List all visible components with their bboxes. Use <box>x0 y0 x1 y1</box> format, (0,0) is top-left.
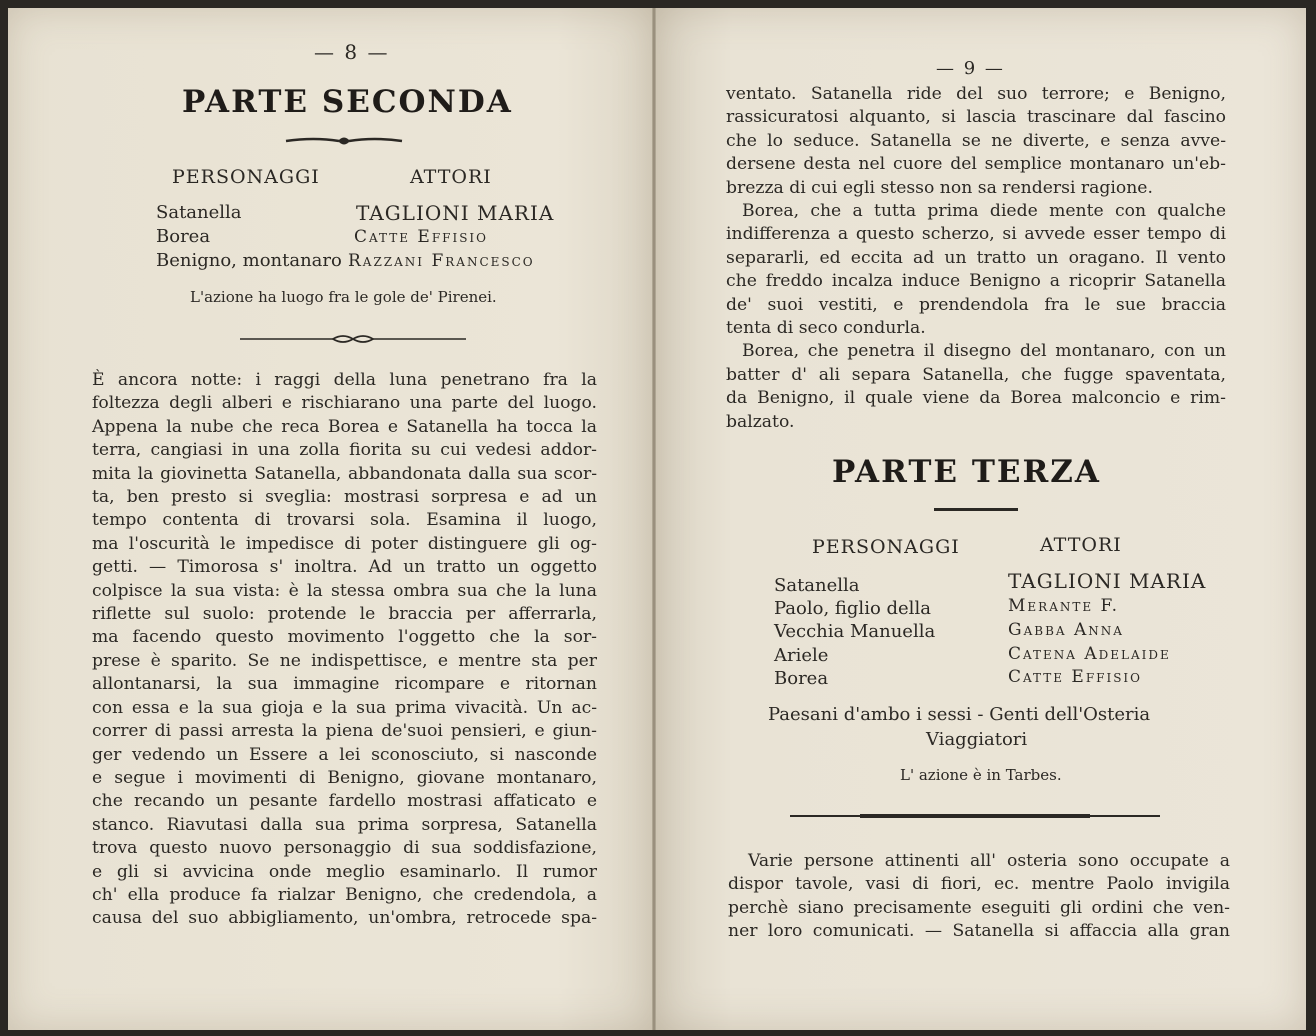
setting-note-right: L' azione è in Tarbes. <box>900 766 1062 784</box>
text-line: ger vedendo un Essere a lei sconosciuto, si nasconde <box>92 744 597 765</box>
extras-line: Viaggiatori <box>926 729 1028 750</box>
cast-actor: Catena Adelaide <box>1008 644 1171 664</box>
cast-role: Borea <box>156 226 211 247</box>
text-line: dispor tavole, vasi di fiori, ec. mentre Paolo invigila <box>728 874 1230 895</box>
cast-actor: Gabba Anna <box>1008 620 1124 640</box>
text-line: da Benigno, il quale viene da Borea malconcio e rim- <box>726 388 1226 409</box>
text-line: ch' ella produce fa rialzar Benigno, che credendola, a <box>92 884 597 905</box>
text-line: prese è sparito. Se ne indispettisce, e mentre sta per <box>92 650 597 671</box>
text-line: tenta di seco condurla. <box>726 318 926 339</box>
cast-actor: TAGLIONI MARIA <box>356 201 555 225</box>
cast-role: Ariele <box>774 645 829 666</box>
text-line: separarli, ed eccita ad un tratto un oragano. Il vento <box>726 247 1226 268</box>
cast-header-actors-left: ATTORI <box>410 166 492 188</box>
text-line: riflette sul suolo: protende le braccia per afferrarla, <box>92 604 597 625</box>
setting-note-left: L'azione ha luogo fra le gole de' Pirenei. <box>190 288 497 306</box>
divider-rule-long-center <box>860 814 1090 818</box>
text-line: e gli si avvicina onde meglio esaminarlo. Il rumor <box>92 861 597 882</box>
text-line: allontanarsi, la sua immagine ricompare e ritornan <box>92 674 597 695</box>
text-line: ta, ben presto si sveglia: mostrasi sorpresa e ad un <box>92 487 597 508</box>
cast-actor: Merante F. <box>1008 596 1120 616</box>
cast-header-actors-right: ATTORI <box>1040 534 1122 556</box>
page-number-right: — 9 — <box>936 58 1005 79</box>
cast-header-characters-right: PERSONAGGI <box>812 536 960 558</box>
cast-role: Satanella <box>156 202 242 223</box>
text-line: dersene desta nel cuore del semplice montanaro un'eb- <box>726 154 1226 175</box>
cast-role: Satanella <box>774 575 860 596</box>
page-number-left: — 8 — <box>314 40 390 64</box>
text-line: che freddo incalza induce Benigno a ricoprir Satanella <box>726 271 1226 292</box>
section-heading-parte-terza: PARTE TERZA <box>832 454 1101 490</box>
text-line: Varie persone attinenti all' osteria sono occupate a <box>748 851 1230 871</box>
text-line: balzato. <box>726 411 795 432</box>
text-line: che lo seduce. Satanella se ne diverte, e senza avve- <box>726 130 1226 151</box>
text-line: correr di passi arresta la piena de'suoi pensieri, e giun- <box>92 721 597 742</box>
divider-rule <box>934 508 1018 511</box>
cast-actor: TAGLIONI MARIA <box>1008 569 1207 593</box>
text-line: ventato. Satanella ride del suo terrore; e Benigno, <box>726 84 1226 104</box>
text-line: ma facendo questo movimento l'oggetto che la sor- <box>92 627 597 648</box>
book-gutter <box>652 8 656 1030</box>
body-text-left <box>92 369 597 931</box>
cast-header-characters-left: PERSONAGGI <box>172 166 320 188</box>
ornament-divider-1 <box>284 134 404 148</box>
body-text-right-top <box>726 83 1226 434</box>
text-line: perchè siano precisamente eseguiti gli ordini che ven- <box>728 897 1230 918</box>
cast-actor: Catte Effisio <box>1008 667 1143 687</box>
text-line: che recando un pesante fardello mostrasi affaticato e <box>92 791 597 812</box>
section-heading-parte-seconda: PARTE SECONDA <box>182 84 513 120</box>
cast-role: Vecchia Manuella <box>774 621 936 642</box>
text-line: terra, cangiasi in una zolla fiorita su cui vedesi addor- <box>92 440 597 461</box>
text-line: getti. — Timorosa s' inoltra. Ad un tratto un oggetto <box>92 557 597 578</box>
cast-role: Borea <box>774 668 829 689</box>
text-line: rassicuratosi alquanto, si lascia trascinare dal fascino <box>726 107 1226 128</box>
ornament-divider-2 <box>238 332 468 346</box>
text-line: colpisce la sua vista: è la stessa ombra sua che la luna <box>92 580 597 601</box>
text-line: foltezza degli alberi e rischiarano una parte del luogo. <box>92 393 597 414</box>
cast-role: Paolo, figlio della <box>774 598 931 619</box>
text-line: de' suoi vestiti, e prendendola fra le sue braccia <box>726 294 1226 315</box>
text-line: con essa e la sua gioja e la sua prima vivacità. Un ac- <box>92 697 597 718</box>
text-line: mita la giovinetta Satanella, abbandonata dalla sua scor- <box>92 463 597 484</box>
text-line: stanco. Riavutasi dalla sua prima sorpresa, Satanella <box>92 814 597 835</box>
text-line: indifferenza a questo scherzo, si avvede esser tempo di <box>726 224 1226 245</box>
text-line: ner loro comunicati. — Satanella si affaccia alla gran <box>728 921 1230 942</box>
text-line: batter d' ali separa Satanella, che fugge spaventata, <box>726 364 1226 385</box>
extras-line: Paesani d'ambo i sessi - Genti dell'Osteria <box>768 704 1151 725</box>
cast-actor: Catte Effisio <box>354 227 489 247</box>
text-line: causa del suo abbigliamento, un'ombra, retrocede spa- <box>92 908 597 929</box>
text-line: brezza di cui egli stesso non sa rendersi ragione. <box>726 177 1153 198</box>
cast-actor: Razzani Francesco <box>348 251 535 271</box>
text-line: Borea, che penetra il disegno del montanaro, con un <box>742 341 1226 362</box>
body-text-right-bottom <box>728 850 1230 944</box>
text-line: ma l'oscurità le impedisce di poter distinguere gli og- <box>92 533 597 554</box>
text-line: trova questo nuovo personaggio di sua soddisfazione, <box>92 838 597 859</box>
text-line: tempo contenta di trovarsi sola. Esamina il luogo, <box>92 510 597 531</box>
text-line: e segue i movimenti di Benigno, giovane montanaro, <box>92 767 597 788</box>
text-line: Borea, che a tutta prima diede mente con qualche <box>742 201 1226 222</box>
text-line: È ancora notte: i raggi della luna penetrano fra la <box>92 370 597 390</box>
text-line: Appena la nube che reca Borea e Satanella ha tocca la <box>92 416 597 437</box>
cast-role: Benigno, montanaro <box>156 250 342 271</box>
